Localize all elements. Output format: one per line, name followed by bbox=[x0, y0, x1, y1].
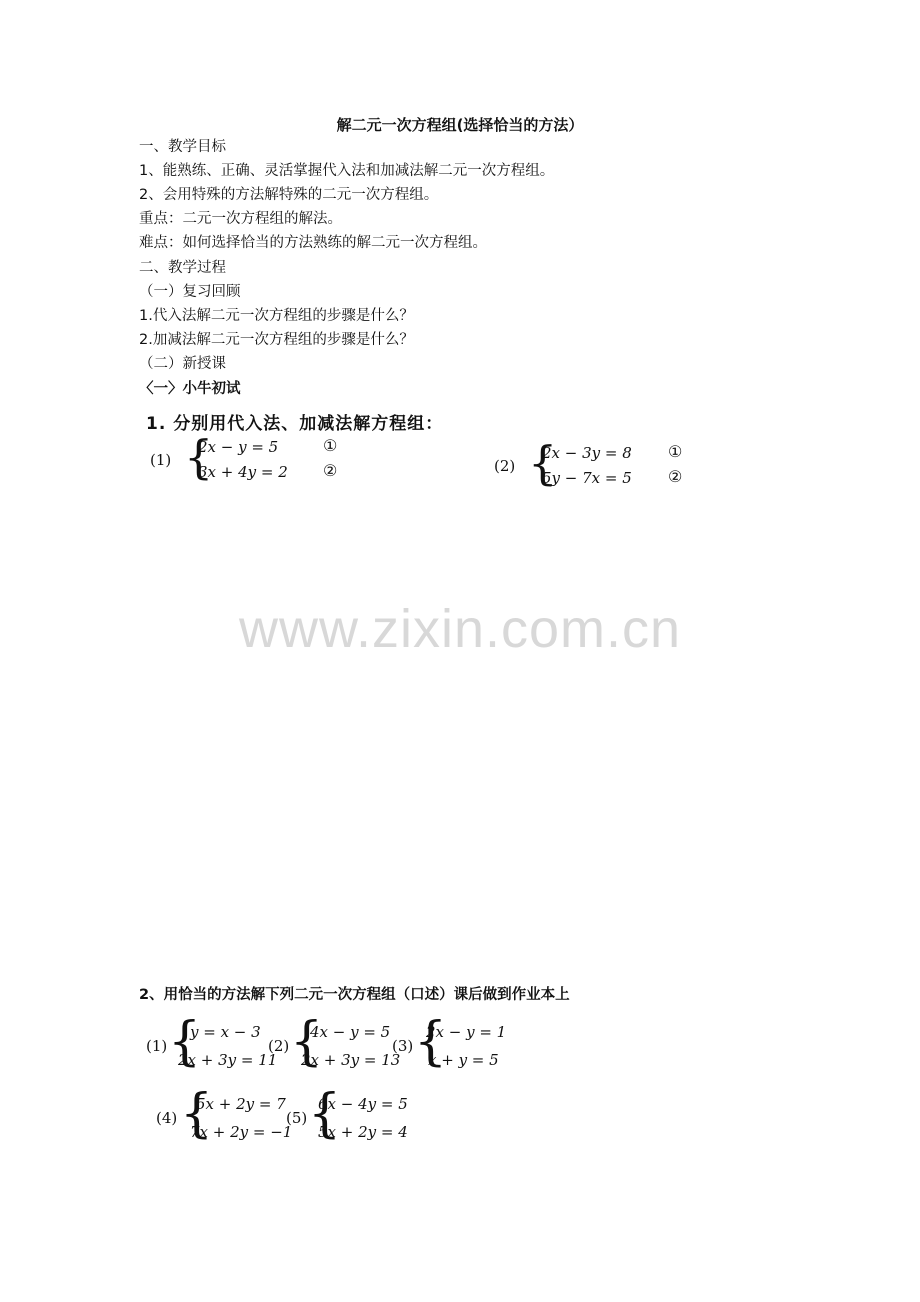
review-question-1: 1.代入法解二元一次方程组的步骤是什么？ bbox=[139, 308, 414, 324]
equation-system bbox=[268, 1012, 401, 1074]
difficult-point: 难点：如何选择恰当的方法熟练的解二元一次方程组。 bbox=[139, 235, 487, 251]
exercise2-heading: 2、用恰当的方法解下列二元一次方程组（口述）课后做到作业本上 bbox=[139, 987, 570, 1003]
brace-icon: { bbox=[528, 436, 558, 490]
section-heading-process: 二、教学过程 bbox=[139, 260, 226, 276]
system-label: (3) bbox=[392, 1037, 414, 1055]
objective-1: 1、能熟练、正确、灵活掌握代入法和加减法解二元一次方程组。 bbox=[139, 163, 555, 179]
equation-1: 2x − y = 5 bbox=[198, 438, 279, 456]
exercise1-heading: 1. 分别用代入法、加减法解方程组： bbox=[146, 414, 444, 434]
equation-1: 6x − 4y = 5 bbox=[318, 1095, 408, 1113]
equation-2: 5x + 2y = 4 bbox=[318, 1123, 408, 1141]
equation-system bbox=[392, 1012, 507, 1074]
equation-1: 2x − 3y = 8 bbox=[542, 444, 632, 462]
equation-system bbox=[146, 1012, 278, 1074]
key-point: 重点：二元一次方程组的解法。 bbox=[139, 211, 342, 227]
equation-2: 5y − 7x = 5 bbox=[542, 469, 632, 487]
brace-icon: { bbox=[180, 1084, 214, 1144]
section-heading-objectives: 一、教学目标 bbox=[139, 139, 226, 155]
equation-2: 2x + 3y = 11 bbox=[178, 1051, 278, 1069]
subsection-review: （一）复习回顾 bbox=[139, 284, 241, 300]
system-label: (1) bbox=[150, 451, 172, 469]
brace-icon: { bbox=[184, 430, 214, 484]
equation-2: x + y = 5 bbox=[428, 1051, 499, 1069]
equation-system bbox=[494, 436, 714, 492]
equation-2: 7x + 2y = −1 bbox=[190, 1123, 293, 1141]
circled-number-1-icon: ① bbox=[668, 442, 683, 461]
equation-2: 2x + 3y = 13 bbox=[301, 1051, 401, 1069]
system-label: (4) bbox=[156, 1109, 178, 1127]
review-question-2: 2.加减法解二元一次方程组的步骤是什么？ bbox=[139, 332, 414, 348]
objective-2: 2、会用特殊的方法解特殊的二元一次方程组。 bbox=[139, 187, 439, 203]
brace-icon: { bbox=[290, 1012, 324, 1072]
equation-2: 3x + 4y = 2 bbox=[198, 463, 288, 481]
equation-1: y = x − 3 bbox=[190, 1023, 261, 1041]
brace-icon: { bbox=[414, 1012, 448, 1072]
equation-1: 5x + 2y = 7 bbox=[196, 1095, 286, 1113]
equation-system bbox=[150, 430, 370, 486]
equation-system bbox=[156, 1084, 293, 1146]
system-label: (5) bbox=[286, 1109, 308, 1127]
circled-number-2-icon: ② bbox=[323, 461, 338, 480]
equation-system bbox=[286, 1084, 408, 1146]
equation-1: 4x − y = 5 bbox=[310, 1023, 391, 1041]
circled-number-2-icon: ② bbox=[668, 467, 683, 486]
watermark: www.zixin.com.cn bbox=[238, 599, 682, 659]
circled-number-1-icon: ① bbox=[323, 436, 338, 455]
subsection-new-lesson: （二）新授课 bbox=[139, 356, 226, 372]
equation-1: 2x − y = 1 bbox=[426, 1023, 507, 1041]
system-label: (1) bbox=[146, 1037, 168, 1055]
brace-icon: { bbox=[168, 1012, 202, 1072]
system-label: (2) bbox=[268, 1037, 290, 1055]
subsection-first-try: 〈一〉小牛初试 bbox=[139, 381, 241, 397]
page-title: 解二元一次方程组(选择恰当的方法） bbox=[336, 116, 584, 134]
brace-icon: { bbox=[308, 1084, 342, 1144]
system-label: (2) bbox=[494, 457, 516, 475]
